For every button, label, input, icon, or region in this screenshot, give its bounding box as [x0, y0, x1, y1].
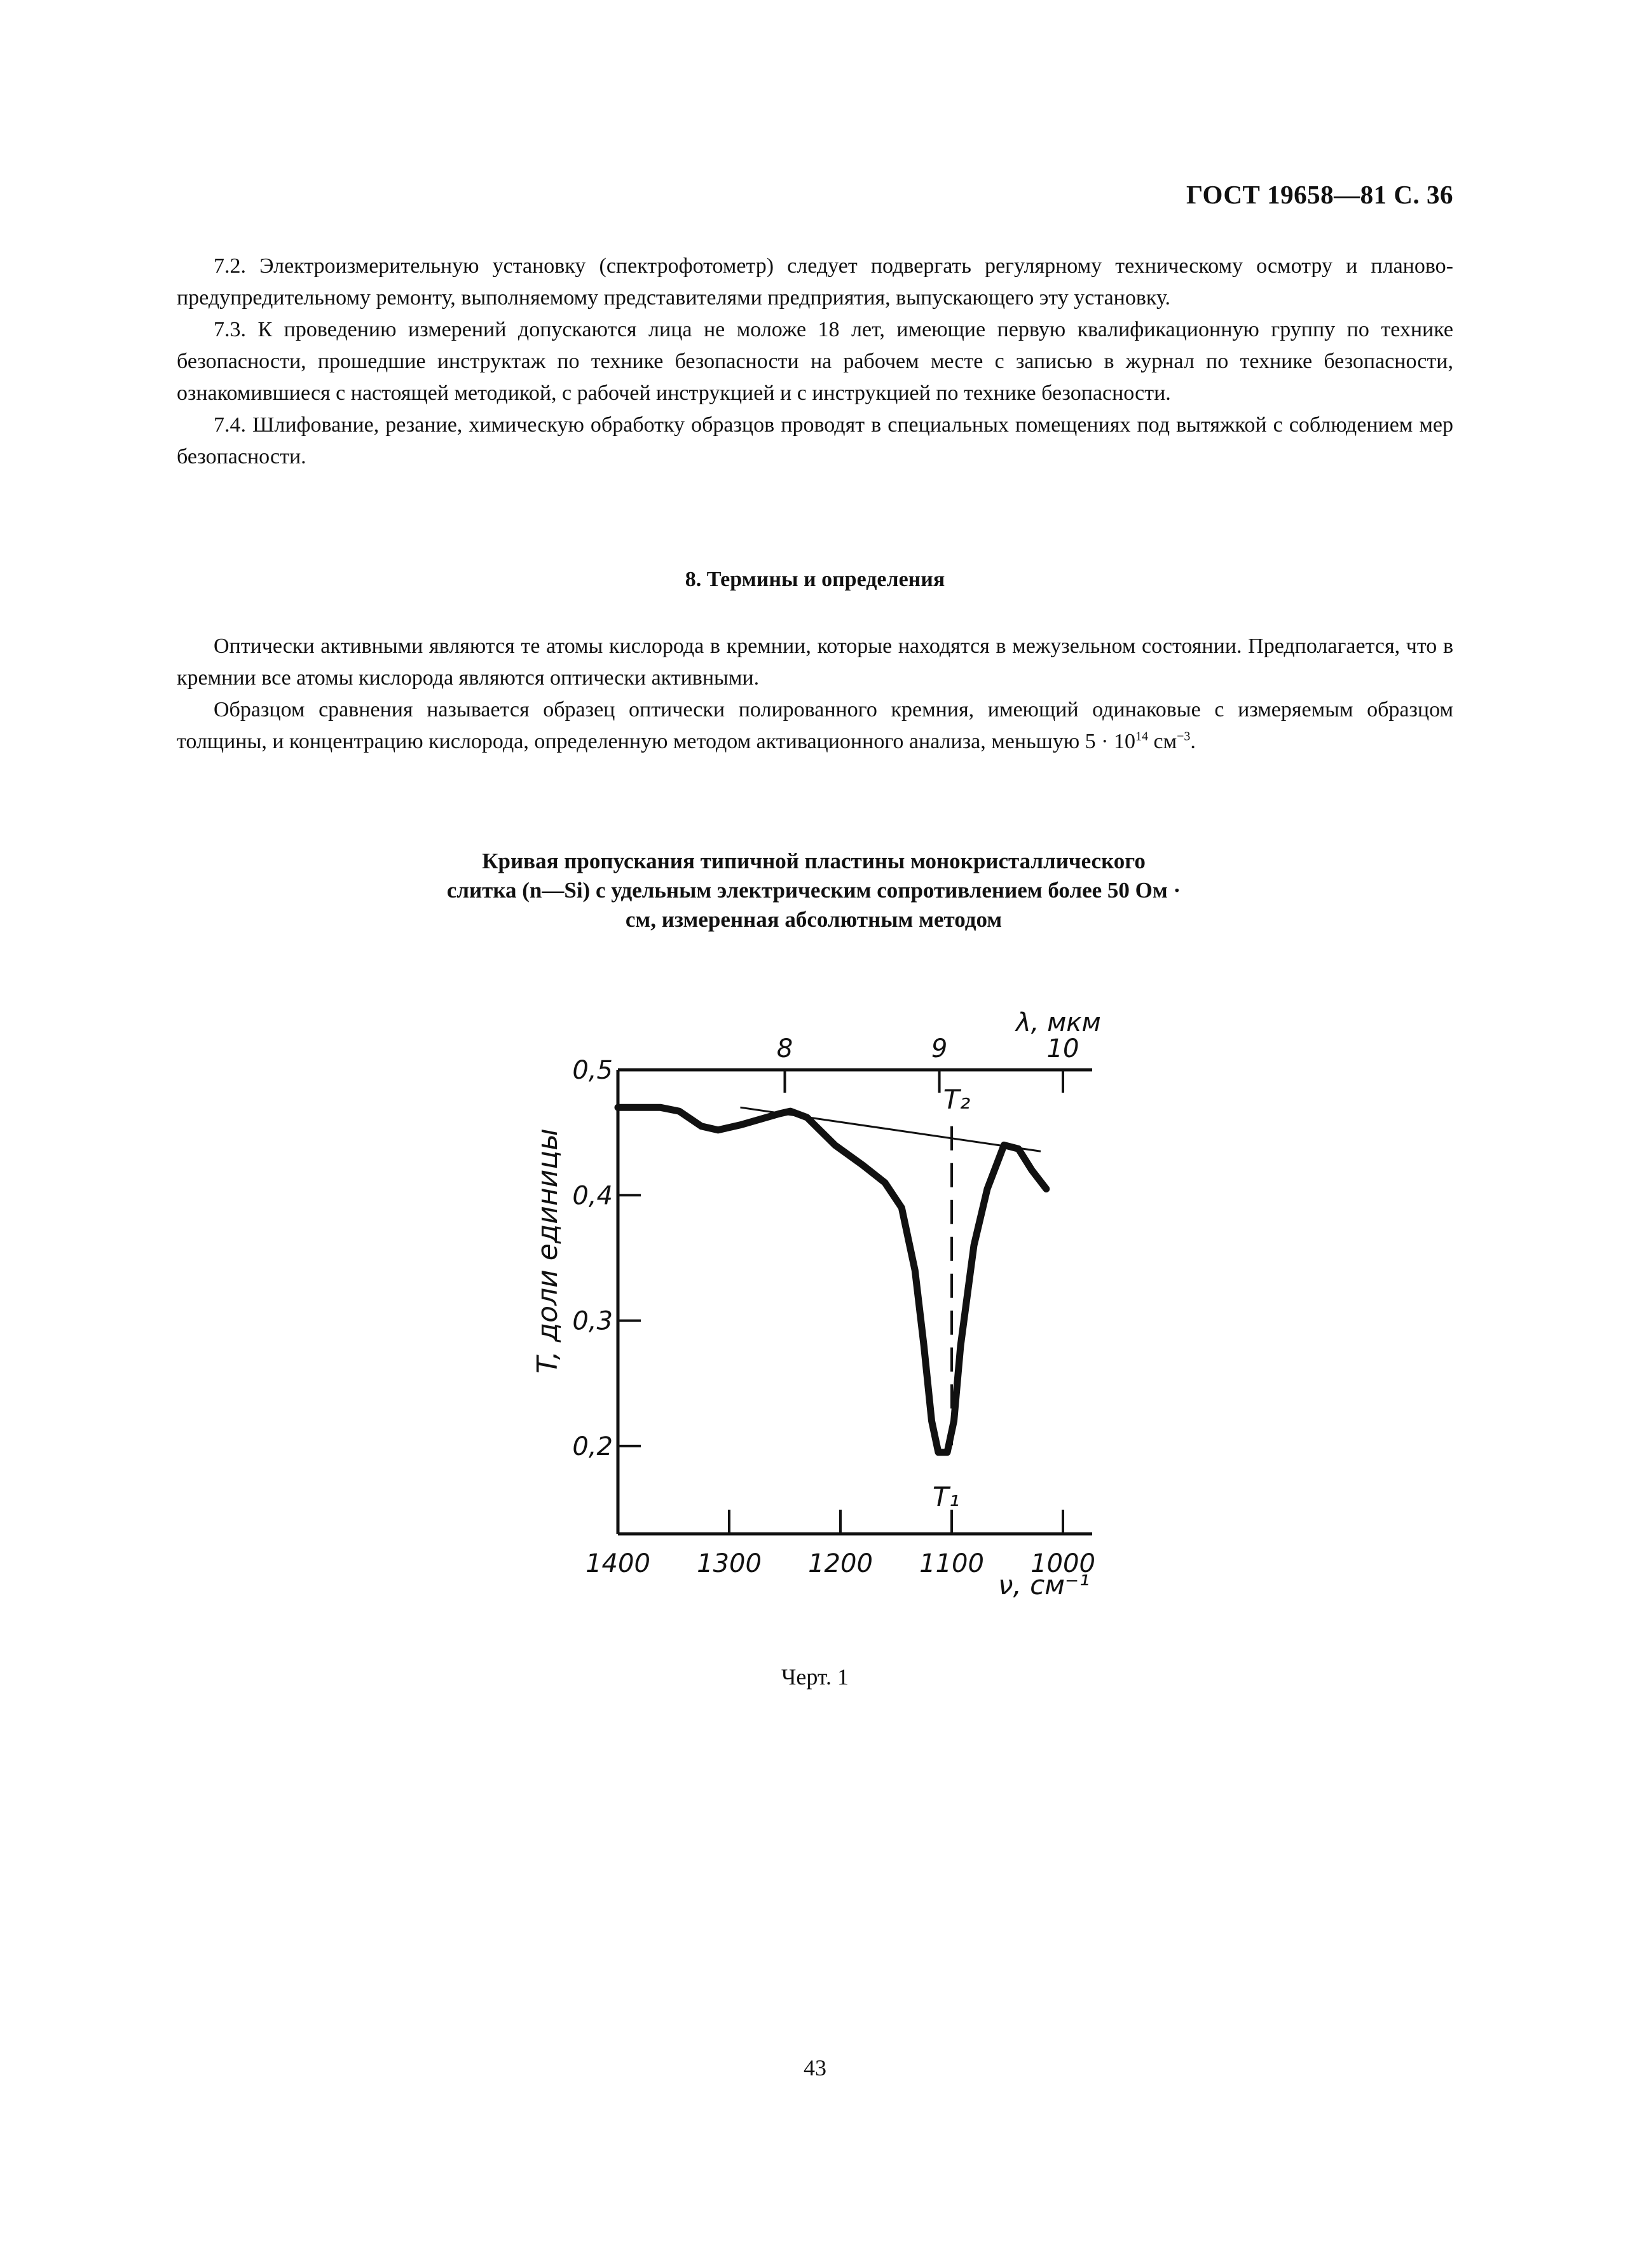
transmission-curve: [618, 1107, 1046, 1452]
top-tick-label: 8: [776, 1034, 793, 1063]
x-axis-label: ν, см⁻¹: [998, 1569, 1090, 1601]
annotation-t2: T₂: [943, 1084, 971, 1116]
x-tick-label: 1000: [1031, 1549, 1095, 1578]
exponent-minus-3: −3: [1177, 729, 1191, 744]
figure-title: Кривая пропускания типичной пластины монокристаллического слитка (n—Si) с удельным электрическим сопротивлением более 50 Ом · см, измеренная абсолютным методом: [446, 849, 1181, 932]
page-number: 43: [804, 2055, 826, 2080]
sentence-end: .: [1190, 730, 1196, 753]
section-8-heading: 8. Термины и определения: [685, 568, 945, 591]
unit-cm: см: [1148, 730, 1177, 753]
chart-axes: [618, 1070, 1092, 1534]
x-tick-label: 1300: [697, 1549, 762, 1578]
y-axis-label: T, доли единицы: [531, 1128, 564, 1374]
top-tick-label: 10: [1046, 1034, 1079, 1063]
reference-sample-text: Образцом сравнения называется образец оптически полированного кремния, имеющий одинаковые с измеряемым образцом толщины, и концентрацию кислорода, определенную методом активационного анализа, меньшую 5 · 10: [177, 698, 1453, 753]
y-tick-label: 0,5: [572, 1056, 613, 1085]
annotation-t1: T₁: [933, 1481, 960, 1513]
y-tick-label: 0,4: [572, 1181, 613, 1211]
paragraph-7-2: 7.2. Электроизмерительную установку (спектрофотометр) следует подвергать регулярному техническому осмотру и планово-предупредительному ремонту, выполняемому представителями предприятия, выпускающего эту установку.: [177, 254, 1453, 310]
baseline-tangent-line: [741, 1107, 1041, 1151]
paragraph-7-3: 7.3. К проведению измерений допускаются лица не моложе 18 лет, имеющие первую квалификационную группу по технике безопасности, прошедшие инструктаж по технике безопасности на рабочем месте с записью в журнал по технике безопасности, ознакомившиеся с настоящей методикой, с рабочей инструкцией и с инструкцией по технике безопасности.: [177, 318, 1453, 405]
figure-caption: Черт. 1: [781, 1664, 849, 1690]
x-tick-label: 1200: [808, 1549, 873, 1578]
x-tick-label: 1400: [586, 1549, 650, 1578]
paragraph-7-4: 7.4. Шлифование, резание, химическую обработку образцов проводят в специальных помещениях под вытяжкой с соблюдением мер безопасности.: [177, 413, 1453, 468]
y-tick-label: 0,2: [572, 1431, 613, 1461]
top-tick-label: 9: [931, 1034, 948, 1063]
exponent-14: 14: [1135, 729, 1148, 744]
chart-ticks: [618, 1070, 1063, 1534]
top-axis-label: λ, мкм: [1016, 1008, 1101, 1037]
document-header: ГОСТ 19658—81 С. 36: [1186, 180, 1453, 209]
paragraph-optically-active: Оптически активными являются те атомы кислорода в кремнии, которые находятся в межузельном состоянии. Предполагается, что в кремнии все атомы кислорода являются оптически активными.: [177, 634, 1453, 690]
x-tick-label: 1100: [919, 1549, 984, 1578]
y-tick-label: 0,3: [572, 1306, 613, 1336]
chart-tick-labels: [572, 1034, 1095, 1578]
